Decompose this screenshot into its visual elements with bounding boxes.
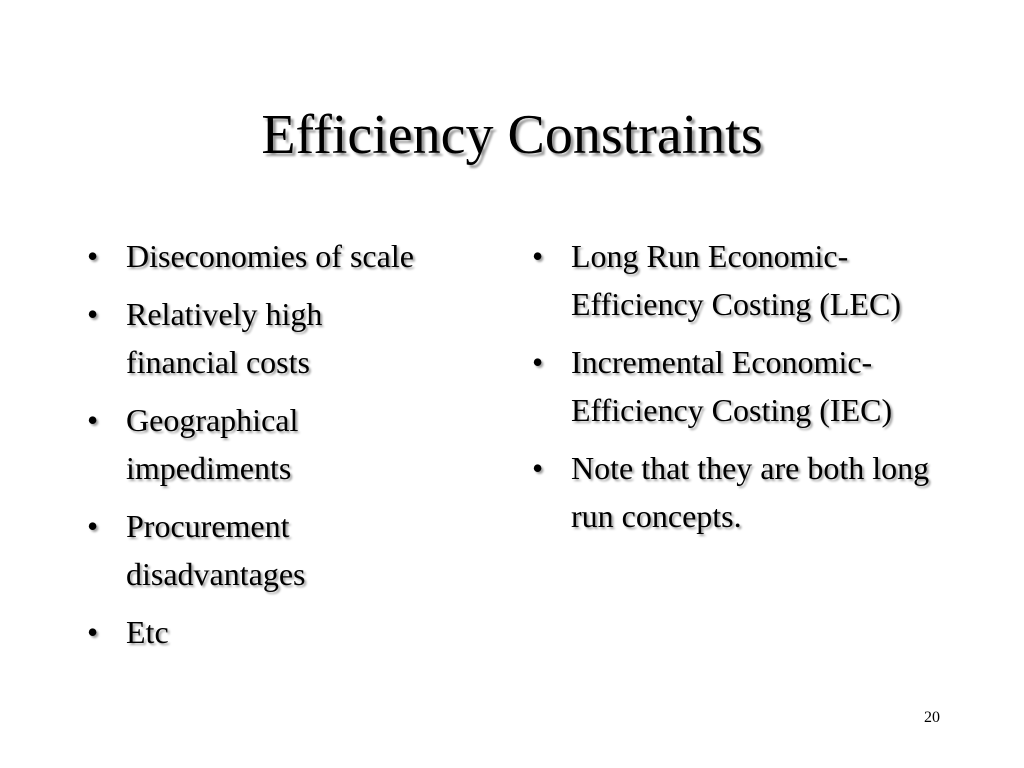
bullet-item (85, 290, 426, 386)
bullet-text: Note that they are both long run concepts. (571, 450, 930, 534)
bullet-icon: • (87, 238, 99, 274)
bullet-text: Procurement disadvantages (126, 508, 306, 592)
bullet-item (530, 338, 916, 434)
bullet-text: Long Run Economic-Efficiency Costing (LEC) (571, 238, 901, 322)
right-bullet-list (530, 232, 950, 550)
bullet-icon: • (87, 296, 99, 332)
bullet-icon: • (87, 614, 99, 650)
bullet-item (85, 502, 426, 598)
bullet-text: Diseconomies of scale (126, 238, 414, 274)
bullet-icon: • (532, 344, 544, 380)
bullet-item (85, 608, 505, 656)
bullet-icon: • (532, 450, 544, 486)
bullet-icon: • (87, 402, 99, 438)
left-bullet-list (85, 232, 505, 666)
bullet-item (530, 444, 951, 540)
bullet-icon: • (532, 238, 544, 274)
slide-title: Efficiency Constraints (261, 104, 763, 166)
page-number: 20 (924, 709, 940, 726)
bullet-text: Etc (126, 614, 169, 650)
bullet-text: Geographical impediments (126, 402, 299, 486)
bullet-item (85, 232, 505, 280)
bullet-text: Incremental Economic-Efficiency Costing (IEC) (571, 344, 893, 428)
bullet-item (530, 232, 916, 328)
bullet-item (85, 396, 426, 492)
bullet-icon: • (87, 508, 99, 544)
bullet-text: Relatively high financial costs (126, 296, 323, 380)
